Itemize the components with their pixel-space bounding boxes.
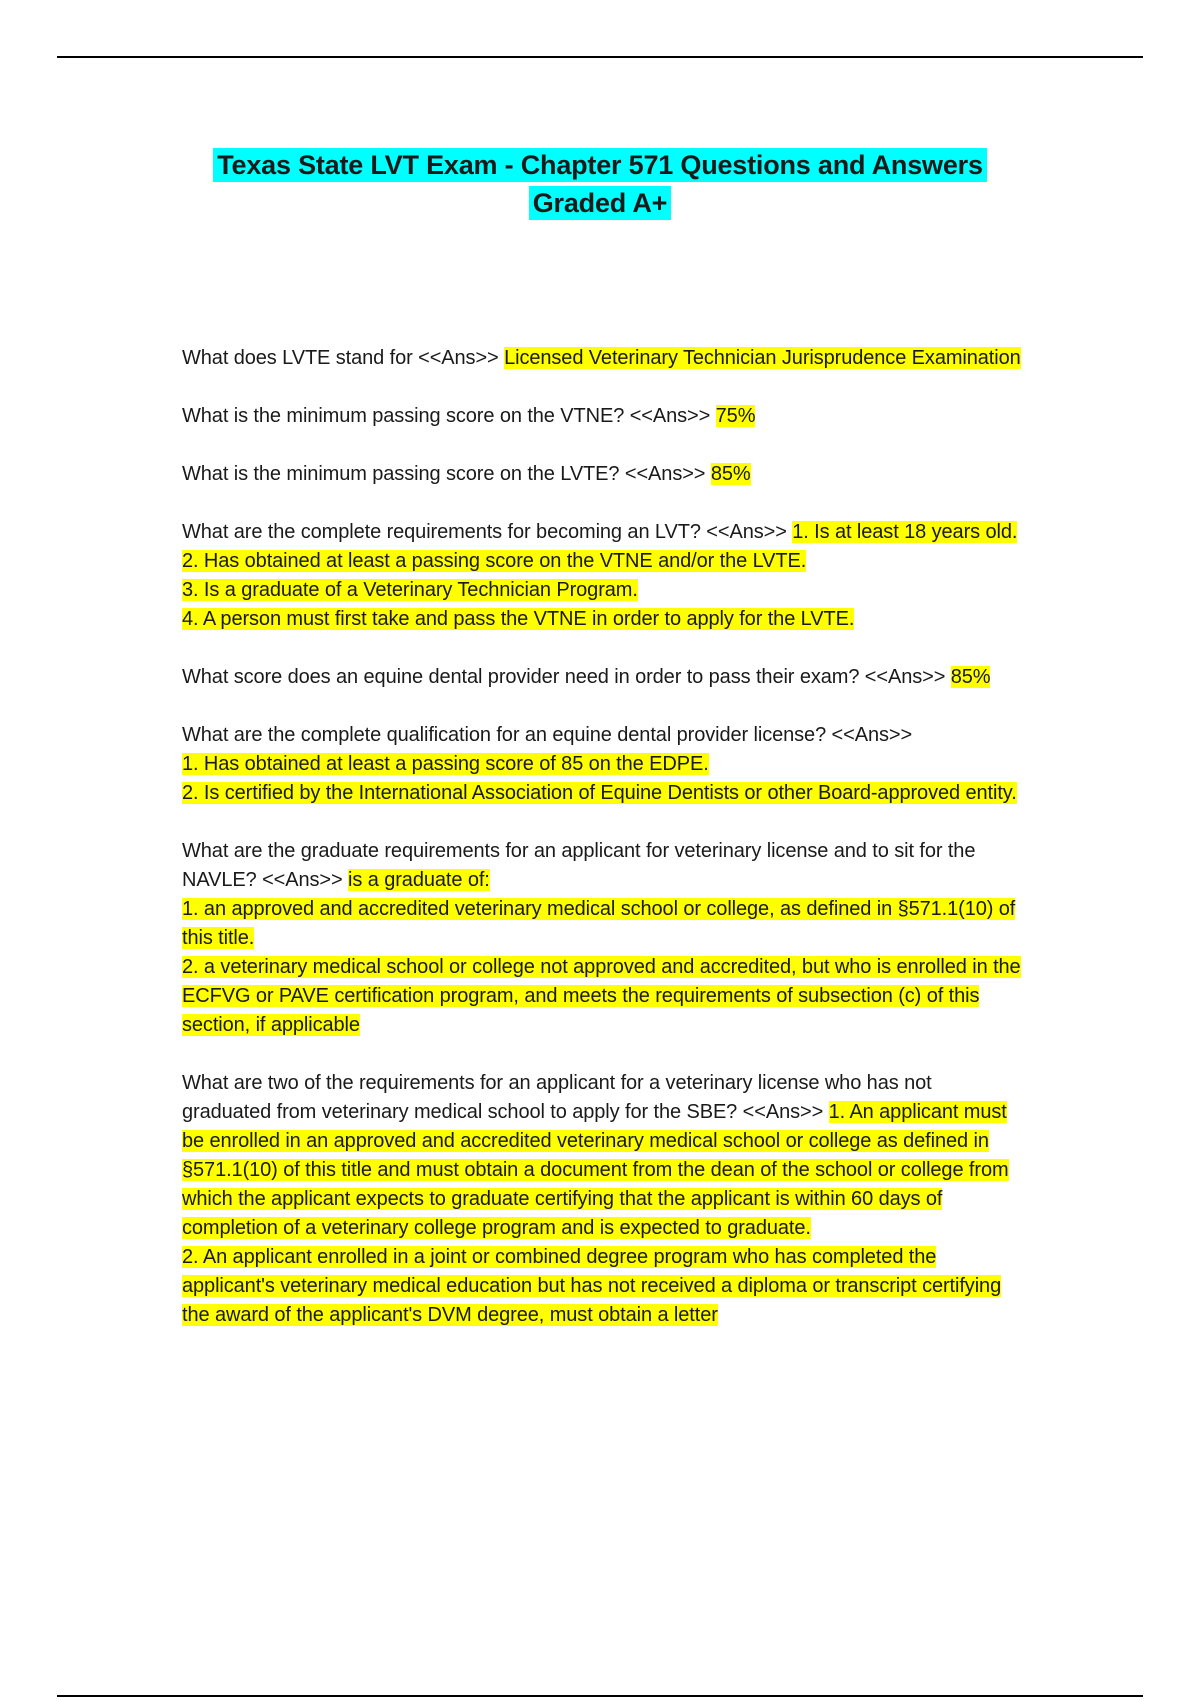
top-rule: [57, 56, 1143, 58]
answer-text: 85%: [950, 666, 991, 688]
qa-item: [182, 721, 1022, 808]
question-text: What does LVTE stand for <<Ans>>: [182, 347, 505, 369]
answer-text: Licensed Veterinary Technician Jurisprudence Examination: [504, 347, 1021, 369]
answer-text: 1. Is at least 18 years old.: [792, 521, 1018, 543]
answer-text: 85%: [710, 463, 751, 485]
question-text: What is the minimum passing score on the VTNE? <<Ans>>: [182, 405, 716, 427]
qa-item: [182, 402, 1022, 431]
qa-item: [182, 460, 1022, 489]
qa-list: [182, 344, 1022, 1359]
answer-text: 4. A person must first take and pass the VTNE in order to apply for the LVTE.: [182, 608, 855, 630]
answer-text: 1. an approved and accredited veterinary medical school or college, as defined in §571.1(10) of this title.: [182, 898, 1016, 949]
qa-item: [182, 1069, 1022, 1330]
answer-text: 2. Has obtained at least a passing score on the VTNE and/or the LVTE.: [182, 550, 807, 572]
answer-text: is a graduate of:: [348, 869, 490, 891]
question-text: What score does an equine dental provider need in order to pass their exam? <<Ans>>: [182, 666, 951, 688]
answer-text: 1. Has obtained at least a passing score of 85 on the EDPE.: [182, 753, 709, 775]
answer-text: 2. a veterinary medical school or college not approved and accredited, but who is enrolled in the ECFVG or PAVE certification program, and meets the requirements of subsection (c) of this section, if applicable: [182, 956, 1021, 1036]
answer-text: 2. Is certified by the International Association of Equine Dentists or other Board-approved entity.: [182, 782, 1017, 804]
bottom-rule: [57, 1695, 1143, 1697]
answer-text: 3. Is a graduate of a Veterinary Technician Program.: [182, 579, 638, 601]
question-text: What is the minimum passing score on the LVTE? <<Ans>>: [182, 463, 711, 485]
title-line-2: Graded A+: [529, 186, 672, 220]
answer-text: 75%: [715, 405, 756, 427]
qa-item: [182, 518, 1022, 634]
title-line-1: Texas State LVT Exam - Chapter 571 Questions and Answers: [213, 148, 987, 182]
document-title: [0, 146, 1200, 222]
answer-text: 1. An applicant must be enrolled in an approved and accredited veterinary medical school or college as defined in §571.1(10) of this title and must obtain a document from the dean of the school or college from which the applicant expects to graduate certifying that the applicant is within 60 days of completion of a veterinary college program and is expected to graduate.: [182, 1101, 1009, 1239]
question-text: What are the complete qualification for an equine dental provider license? <<Ans>>: [182, 724, 913, 746]
qa-item: [182, 837, 1022, 1040]
answer-text: 2. An applicant enrolled in a joint or combined degree program who has completed the applicant's veterinary medical education but has not received a diploma or transcript certifying the award of the applicant's DVM degree, must obtain a letter: [182, 1246, 1002, 1326]
question-text: What are the complete requirements for becoming an LVT? <<Ans>>: [182, 521, 793, 543]
qa-item: [182, 344, 1022, 373]
question-text: What are two of the requirements for an applicant for a veterinary license who has not graduated from veterinary medical school to apply for the SBE? <<Ans>>: [182, 1072, 932, 1123]
question-text: What are the graduate requirements for an applicant for veterinary license and to sit for the NAVLE? <<Ans>>: [182, 840, 976, 891]
qa-item: [182, 663, 1022, 692]
